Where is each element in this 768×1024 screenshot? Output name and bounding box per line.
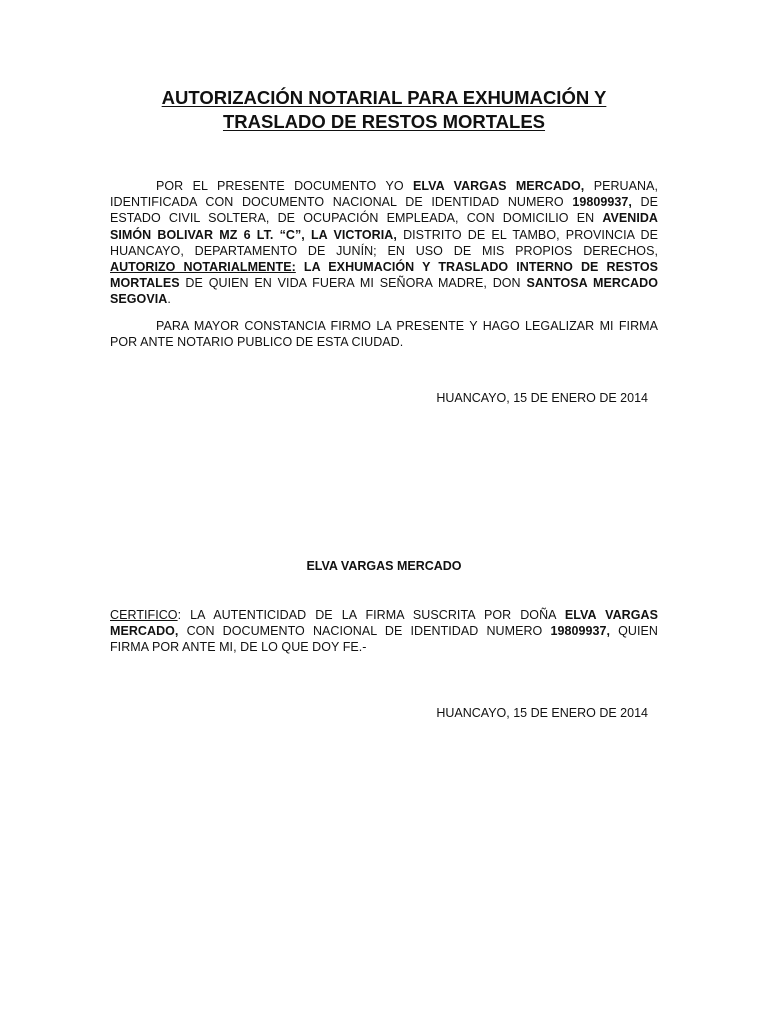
certification-paragraph xyxy=(110,607,658,656)
p3-grantor-name: ELVA VARGAS MERCADO, xyxy=(110,608,658,639)
p1-grantor-name: ELVA VARGAS MERCADO, xyxy=(413,179,585,193)
authorization-paragraph xyxy=(110,178,658,308)
p3-text-3: QUIEN FIRMA POR ANTE MI, DE LO QUE DOY FE.- xyxy=(110,624,658,655)
p1-text-4: DISTRITO DE EL TAMBO, PROVINCIA DE HUANCAYO, DEPARTAMENTO DE JUNÍN; EN USO DE MIS PROPIOS DERECHOS, xyxy=(110,227,658,258)
place-date-2: HUANCAYO, 15 DE ENERO DE 2014 xyxy=(436,706,648,720)
p3-dni-number: 19809937, xyxy=(550,624,611,639)
p1-text-5: DE QUIEN EN VIDA FUERA MI SEÑORA MADRE, DON xyxy=(179,276,527,291)
constancy-paragraph xyxy=(110,318,658,350)
p1-mother-name: SANTOSA MERCADO SEGOVIA xyxy=(110,276,658,307)
p1-dni-number: 19809937, xyxy=(572,195,632,210)
place-date-1: HUANCAYO, 15 DE ENERO DE 2014 xyxy=(436,391,648,405)
p1-action: LA EXHUMACIÓN Y TRASLADO INTERNO DE RESTOS MORTALES xyxy=(110,260,658,291)
p1-address: AVENIDA SIMÓN BOLIVAR MZ 6 LT. “C”, LA VICTORIA, xyxy=(110,211,658,242)
p2-text: PARA MAYOR CONSTANCIA FIRMO LA PRESENTE Y HAGO LEGALIZAR MI FIRMA POR ANTE NOTARIO PUBLICO DE ESTA CIUDAD. xyxy=(110,319,658,350)
p1-text-3: DE ESTADO CIVIL SOLTERA, DE OCUPACIÓN EMPLEADA, CON DOMICILIO EN xyxy=(110,195,658,226)
title-line-1: AUTORIZACIÓN NOTARIAL PARA EXHUMACIÓN Y xyxy=(161,87,607,108)
p3-text-1: : LA AUTENTICIDAD DE LA FIRMA SUSCRITA POR DOÑA xyxy=(177,608,565,622)
signature-name: ELVA VARGAS MERCADO xyxy=(306,559,462,573)
title-line-2: TRASLADO DE RESTOS MORTALES xyxy=(222,111,546,132)
p1-text-1: POR EL PRESENTE DOCUMENTO YO xyxy=(156,179,413,193)
p1-text-6: . xyxy=(167,292,171,307)
p1-autorizo-label: AUTORIZO NOTARIALMENTE: xyxy=(110,260,296,275)
p1-text-2: PERUANA, IDENTIFICADA CON DOCUMENTO NACIONAL DE IDENTIDAD NUMERO xyxy=(110,179,659,210)
p3-text-2: CON DOCUMENTO NACIONAL DE IDENTIDAD NUMERO xyxy=(178,624,551,639)
p3-certifico-label: CERTIFICO xyxy=(110,608,178,622)
document-title xyxy=(110,86,658,134)
